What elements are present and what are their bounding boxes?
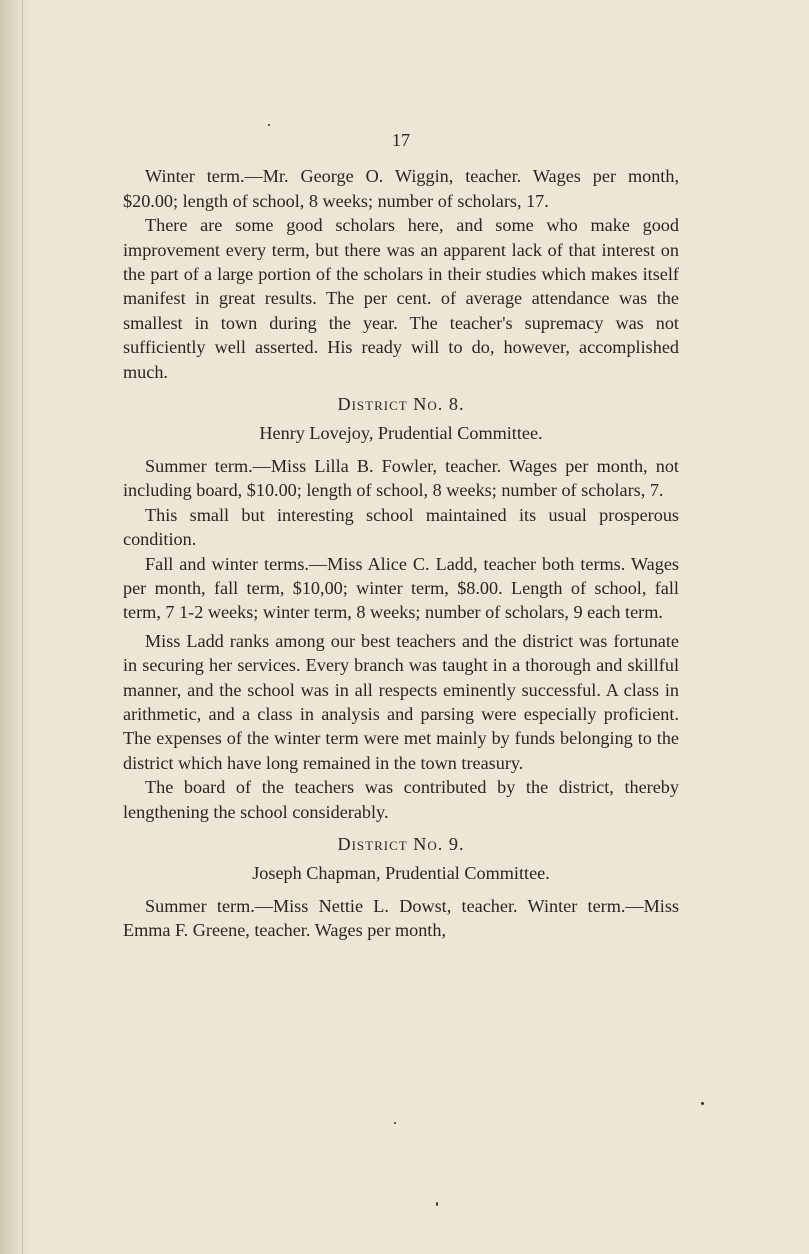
district-9-committee: Joseph Chapman, Prudential Committee. — [252, 863, 550, 884]
paragraph: This small but interesting school maintained its usual prosperous condition. — [123, 504, 679, 550]
page-body — [123, 128, 679, 943]
district-9-heading: District No. 9. — [337, 833, 465, 854]
district-8-committee: Henry Lovejoy, Prudential Committee. — [259, 423, 543, 444]
district-8-heading: District No. 8. — [337, 394, 465, 415]
page-fold-line — [22, 0, 23, 1254]
paper-speck — [701, 1102, 704, 1105]
paragraph: Fall and winter terms.—Miss Alice C. Ladd, teacher both terms. Wages per month, fall term, $10,00; winter term, $8.00. Length of school, fall term, 7 1-2 weeks; winter term, 8 weeks; number of scholars, 9 each term. — [123, 553, 679, 623]
paragraph: Miss Ladd ranks among our best teachers and the district was fortunate in securing her services. Every branch was taught in a thorough and skillful manner, and the school was in all respects eminently successful. A class in arithmetic, and a class in analysis and parsing were especially proficient. The expenses of the winter term were met mainly by funds belonging to the district which have long remained in the town treasury. — [123, 630, 679, 773]
paper-speck — [436, 1202, 438, 1206]
paragraph: Summer term.—Miss Nettie L. Dowst, teacher. Winter term.—Miss Emma F. Greene, teacher. Wages per month, — [123, 895, 679, 941]
page-number: 17 — [391, 130, 411, 150]
paragraph: Winter term.—Mr. George O. Wiggin, teacher. Wages per month, $20.00; length of school, 8 weeks; number of scholars, 17. — [123, 166, 679, 211]
paragraph: Summer term.—Miss Lilla B. Fowler, teacher. Wages per month, not including board, $10.00; length of school, 8 weeks; number of scholars, 7. — [123, 455, 679, 501]
page-binding-edge — [0, 0, 30, 1254]
paragraph: There are some good scholars here, and some who make good improvement every term, but there was an apparent lack of that interest on the part of a large portion of the scholars in their studies which makes itself manifest in great results. The per cent. of average attendance was the smallest in town during the year. The teacher's supremacy was not sufficiently well asserted. His ready will to do, however, accomplished much. — [123, 215, 679, 382]
paper-speck — [268, 124, 270, 126]
paper-speck — [394, 1122, 396, 1124]
paragraph: The board of the teachers was contributed by the district, thereby lengthening the school considerably. — [123, 777, 679, 822]
